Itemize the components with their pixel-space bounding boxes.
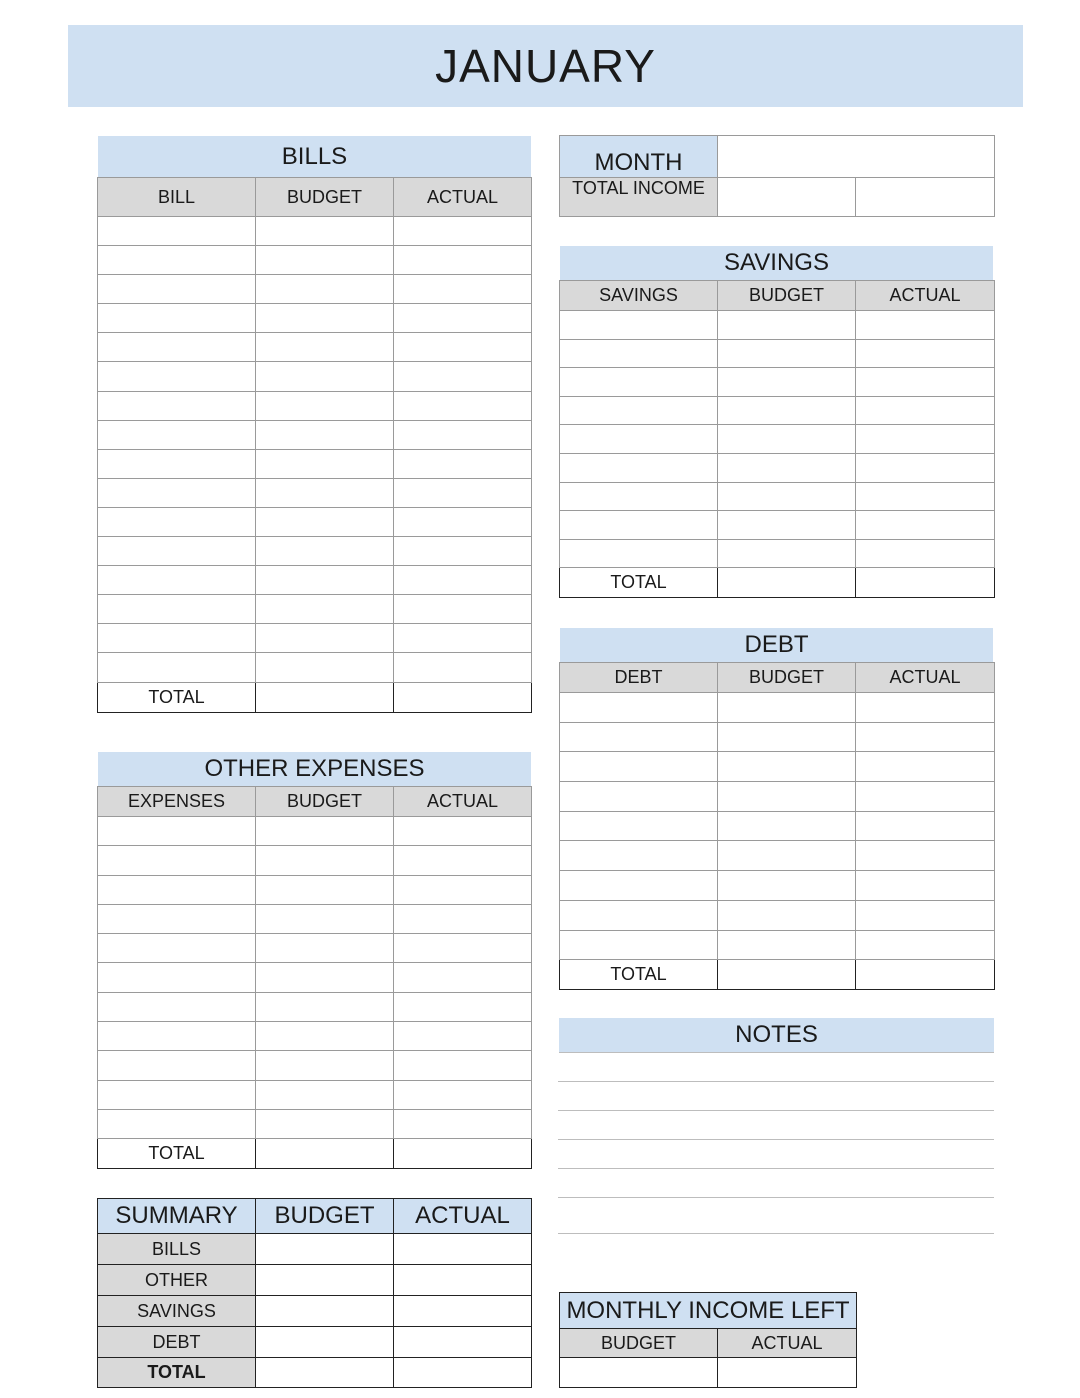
savings-row [560, 482, 995, 511]
summary-total-label: TOTAL [98, 1358, 256, 1388]
bills-budget-cell[interactable] [256, 246, 394, 275]
other-actual-cell[interactable] [394, 1051, 532, 1080]
summary-actual-field[interactable] [394, 1234, 532, 1265]
savings-budget-cell[interactable] [718, 339, 856, 368]
bills-row [98, 507, 532, 536]
bills-actual-cell[interactable] [394, 217, 532, 246]
debt-title: DEBT [560, 628, 993, 662]
income-left-title: MONTHLY INCOME LEFT [560, 1293, 857, 1329]
bills-item-cell[interactable] [98, 362, 256, 391]
debt-budget-cell[interactable] [718, 722, 856, 752]
other-actual-cell[interactable] [394, 1109, 532, 1138]
savings-row [560, 453, 995, 482]
other-row [98, 904, 532, 933]
total-income-budget-field[interactable] [718, 178, 856, 217]
other-item-cell[interactable] [98, 1022, 256, 1051]
savings-actual-cell[interactable] [856, 396, 995, 425]
income-left-col-actual: ACTUAL [718, 1329, 857, 1358]
bills-item-cell[interactable] [98, 246, 256, 275]
debt-actual-cell[interactable] [856, 930, 995, 960]
other-budget-cell[interactable] [256, 963, 394, 992]
bills-row [98, 217, 532, 246]
income-left-actual-field[interactable] [718, 1358, 857, 1388]
bills-actual-cell[interactable] [394, 653, 532, 682]
bills-item-cell[interactable] [98, 304, 256, 333]
debt-item-cell[interactable] [560, 871, 718, 901]
other-actual-cell[interactable] [394, 1022, 532, 1051]
savings-item-cell[interactable] [560, 453, 718, 482]
bills-actual-cell[interactable] [394, 420, 532, 449]
savings-col-budget: BUDGET [718, 281, 856, 311]
bills-item-cell[interactable] [98, 420, 256, 449]
bills-row [98, 304, 532, 333]
savings-budget-cell[interactable] [718, 539, 856, 568]
debt-actual-cell[interactable] [856, 871, 995, 901]
other-budget-cell[interactable] [256, 934, 394, 963]
savings-budget-cell[interactable] [718, 482, 856, 511]
debt-row [560, 752, 995, 782]
savings-actual-cell[interactable] [856, 311, 995, 340]
bills-table [97, 177, 532, 713]
debt-row [560, 871, 995, 901]
savings-item-cell[interactable] [560, 368, 718, 397]
savings-budget-cell[interactable] [718, 396, 856, 425]
other-budget-cell[interactable] [256, 1109, 394, 1138]
savings-actual-cell[interactable] [856, 539, 995, 568]
debt-row [560, 722, 995, 752]
savings-row [560, 511, 995, 540]
debt-total-actual-field[interactable] [856, 960, 995, 990]
savings-item-cell[interactable] [560, 339, 718, 368]
bills-row [98, 362, 532, 391]
bills-item-cell[interactable] [98, 478, 256, 507]
summary-row-label: SAVINGS [98, 1296, 256, 1327]
debt-budget-cell[interactable] [718, 693, 856, 723]
savings-actual-cell[interactable] [856, 511, 995, 540]
income-left-budget-field[interactable] [560, 1358, 718, 1388]
bills-actual-cell[interactable] [394, 304, 532, 333]
summary-actual-field[interactable] [394, 1296, 532, 1327]
other-row [98, 875, 532, 904]
debt-actual-cell[interactable] [856, 811, 995, 841]
bills-budget-cell[interactable] [256, 653, 394, 682]
bills-actual-cell[interactable] [394, 624, 532, 653]
notes-title: NOTES [559, 1018, 994, 1053]
bills-row [98, 624, 532, 653]
bills-item-cell[interactable] [98, 275, 256, 304]
savings-row [560, 339, 995, 368]
debt-row [560, 930, 995, 960]
debt-actual-cell[interactable] [856, 752, 995, 782]
bills-row [98, 566, 532, 595]
summary-row-label: OTHER [98, 1265, 256, 1296]
savings-actual-cell[interactable] [856, 368, 995, 397]
other-budget-cell[interactable] [256, 992, 394, 1021]
summary-budget-field[interactable] [256, 1234, 394, 1265]
savings-actual-cell[interactable] [856, 453, 995, 482]
savings-budget-cell[interactable] [718, 453, 856, 482]
bills-budget-cell[interactable] [256, 275, 394, 304]
other-item-cell[interactable] [98, 904, 256, 933]
debt-item-cell[interactable] [560, 811, 718, 841]
bills-item-cell[interactable] [98, 333, 256, 362]
debt-actual-cell[interactable] [856, 782, 995, 812]
other-budget-cell[interactable] [256, 846, 394, 875]
summary-actual-field[interactable] [394, 1265, 532, 1296]
savings-actual-cell[interactable] [856, 482, 995, 511]
other-actual-cell[interactable] [394, 817, 532, 846]
bills-col-bill: BILL [98, 178, 256, 217]
summary-col-actual: ACTUAL [394, 1199, 532, 1234]
bills-actual-cell[interactable] [394, 478, 532, 507]
bills-actual-cell[interactable] [394, 595, 532, 624]
summary-col-summary: SUMMARY [98, 1199, 256, 1234]
debt-item-cell[interactable] [560, 782, 718, 812]
summary-actual-field[interactable] [394, 1327, 532, 1358]
bills-budget-cell[interactable] [256, 362, 394, 391]
debt-budget-cell[interactable] [718, 811, 856, 841]
debt-col-debt: DEBT [560, 663, 718, 693]
debt-total-label: TOTAL [560, 960, 718, 990]
bills-budget-cell[interactable] [256, 420, 394, 449]
other-budget-cell[interactable] [256, 817, 394, 846]
bills-total-actual-field[interactable] [394, 682, 532, 712]
bills-item-cell[interactable] [98, 217, 256, 246]
summary-row [98, 1234, 532, 1265]
savings-total-actual-field[interactable] [856, 568, 995, 598]
other-budget-cell[interactable] [256, 875, 394, 904]
summary-total-row [98, 1358, 532, 1388]
other-item-cell[interactable] [98, 1051, 256, 1080]
bills-item-cell[interactable] [98, 653, 256, 682]
other-row [98, 846, 532, 875]
debt-budget-cell[interactable] [718, 752, 856, 782]
savings-actual-cell[interactable] [856, 339, 995, 368]
savings-item-cell[interactable] [560, 482, 718, 511]
summary-row [98, 1265, 532, 1296]
bills-actual-cell[interactable] [394, 362, 532, 391]
savings-row [560, 539, 995, 568]
month-value-field[interactable] [718, 136, 995, 178]
page-title: JANUARY [68, 25, 1023, 107]
other-budget-cell[interactable] [256, 1080, 394, 1109]
savings-budget-cell[interactable] [718, 425, 856, 454]
bills-row [98, 391, 532, 420]
debt-item-cell[interactable] [560, 900, 718, 930]
month-income-box [559, 135, 995, 217]
other-total-actual-field[interactable] [394, 1139, 532, 1169]
savings-item-cell[interactable] [560, 539, 718, 568]
other-item-cell[interactable] [98, 934, 256, 963]
summary-row-label: BILLS [98, 1234, 256, 1265]
debt-col-actual: ACTUAL [856, 663, 995, 693]
savings-col-actual: ACTUAL [856, 281, 995, 311]
other-budget-cell[interactable] [256, 1051, 394, 1080]
other-actual-cell[interactable] [394, 1080, 532, 1109]
notes-line[interactable] [558, 1110, 994, 1111]
bills-total-row [98, 682, 532, 712]
bills-actual-cell[interactable] [394, 507, 532, 536]
savings-budget-cell[interactable] [718, 311, 856, 340]
other-item-cell[interactable] [98, 1109, 256, 1138]
total-income-label: TOTAL INCOME [560, 178, 718, 217]
debt-row [560, 900, 995, 930]
other-col-expenses: EXPENSES [98, 787, 256, 817]
savings-item-cell[interactable] [560, 311, 718, 340]
debt-row [560, 841, 995, 871]
bills-budget-cell[interactable] [256, 537, 394, 566]
other-budget-cell[interactable] [256, 904, 394, 933]
debt-budget-cell[interactable] [718, 871, 856, 901]
summary-row [98, 1296, 532, 1327]
bills-item-cell[interactable] [98, 449, 256, 478]
savings-item-cell[interactable] [560, 396, 718, 425]
notes-line[interactable] [558, 1139, 994, 1140]
other-row [98, 992, 532, 1021]
savings-item-cell[interactable] [560, 425, 718, 454]
other-row [98, 934, 532, 963]
savings-table [559, 280, 995, 598]
debt-actual-cell[interactable] [856, 722, 995, 752]
bills-row [98, 537, 532, 566]
other-actual-cell[interactable] [394, 904, 532, 933]
debt-row [560, 782, 995, 812]
bills-budget-cell[interactable] [256, 624, 394, 653]
notes-line[interactable] [558, 1197, 994, 1198]
other-item-cell[interactable] [98, 846, 256, 875]
bills-budget-cell[interactable] [256, 595, 394, 624]
savings-row [560, 311, 995, 340]
debt-item-cell[interactable] [560, 752, 718, 782]
debt-budget-cell[interactable] [718, 930, 856, 960]
other-actual-cell[interactable] [394, 992, 532, 1021]
bills-total-budget-field[interactable] [256, 682, 394, 712]
bills-actual-cell[interactable] [394, 537, 532, 566]
bills-row [98, 275, 532, 304]
bills-budget-cell[interactable] [256, 478, 394, 507]
summary-budget-field[interactable] [256, 1265, 394, 1296]
other-row [98, 1109, 532, 1138]
bills-row [98, 420, 532, 449]
bills-actual-cell[interactable] [394, 566, 532, 595]
bills-actual-cell[interactable] [394, 449, 532, 478]
bills-col-actual: ACTUAL [394, 178, 532, 217]
bills-budget-cell[interactable] [256, 304, 394, 333]
bills-actual-cell[interactable] [394, 275, 532, 304]
debt-row [560, 811, 995, 841]
debt-col-budget: BUDGET [718, 663, 856, 693]
other-actual-cell[interactable] [394, 934, 532, 963]
bills-title: BILLS [98, 136, 531, 177]
bills-item-cell[interactable] [98, 624, 256, 653]
savings-total-budget-field[interactable] [718, 568, 856, 598]
summary-row [98, 1327, 532, 1358]
other-item-cell[interactable] [98, 875, 256, 904]
savings-total-label: TOTAL [560, 568, 718, 598]
bills-row [98, 595, 532, 624]
bills-item-cell[interactable] [98, 507, 256, 536]
bills-budget-cell[interactable] [256, 449, 394, 478]
bills-budget-cell[interactable] [256, 217, 394, 246]
debt-row [560, 693, 995, 723]
bills-item-cell[interactable] [98, 595, 256, 624]
bills-row [98, 333, 532, 362]
other-row [98, 1022, 532, 1051]
other-item-cell[interactable] [98, 963, 256, 992]
bills-row [98, 653, 532, 682]
savings-budget-cell[interactable] [718, 368, 856, 397]
bills-item-cell[interactable] [98, 537, 256, 566]
bills-budget-cell[interactable] [256, 391, 394, 420]
notes-line[interactable] [558, 1233, 994, 1234]
bills-item-cell[interactable] [98, 391, 256, 420]
bills-col-budget: BUDGET [256, 178, 394, 217]
debt-item-cell[interactable] [560, 722, 718, 752]
other-col-budget: BUDGET [256, 787, 394, 817]
income-left-table [559, 1292, 857, 1388]
savings-title: SAVINGS [560, 246, 993, 280]
bills-actual-cell[interactable] [394, 333, 532, 362]
savings-row [560, 425, 995, 454]
debt-actual-cell[interactable] [856, 900, 995, 930]
notes-line[interactable] [558, 1168, 994, 1169]
savings-budget-cell[interactable] [718, 511, 856, 540]
bills-budget-cell[interactable] [256, 507, 394, 536]
bills-budget-cell[interactable] [256, 566, 394, 595]
other-actual-cell[interactable] [394, 875, 532, 904]
savings-item-cell[interactable] [560, 511, 718, 540]
debt-total-budget-field[interactable] [718, 960, 856, 990]
debt-budget-cell[interactable] [718, 782, 856, 812]
debt-total-row [560, 960, 995, 990]
summary-total-budget-field[interactable] [256, 1358, 394, 1388]
debt-item-cell[interactable] [560, 841, 718, 871]
bills-actual-cell[interactable] [394, 246, 532, 275]
other-row [98, 1051, 532, 1080]
summary-budget-field[interactable] [256, 1296, 394, 1327]
savings-actual-cell[interactable] [856, 425, 995, 454]
bills-total-label: TOTAL [98, 682, 256, 712]
other-actual-cell[interactable] [394, 963, 532, 992]
debt-actual-cell[interactable] [856, 693, 995, 723]
debt-budget-cell[interactable] [718, 841, 856, 871]
debt-actual-cell[interactable] [856, 841, 995, 871]
summary-col-budget: BUDGET [256, 1199, 394, 1234]
debt-item-cell[interactable] [560, 693, 718, 723]
debt-budget-cell[interactable] [718, 900, 856, 930]
debt-item-cell[interactable] [560, 930, 718, 960]
debt-table [559, 662, 995, 990]
other-item-cell[interactable] [98, 1080, 256, 1109]
notes-line[interactable] [558, 1081, 994, 1082]
bills-actual-cell[interactable] [394, 391, 532, 420]
savings-total-row [560, 568, 995, 598]
total-income-actual-field[interactable] [856, 178, 995, 217]
bills-row [98, 246, 532, 275]
savings-col-savings: SAVINGS [560, 281, 718, 311]
bills-budget-cell[interactable] [256, 333, 394, 362]
summary-table [97, 1198, 532, 1388]
savings-row [560, 368, 995, 397]
savings-row [560, 396, 995, 425]
other-total-budget-field[interactable] [256, 1139, 394, 1169]
summary-total-actual-field[interactable] [394, 1358, 532, 1388]
other-total-row [98, 1139, 532, 1169]
other-total-label: TOTAL [98, 1139, 256, 1169]
other-row [98, 963, 532, 992]
summary-row-label: DEBT [98, 1327, 256, 1358]
other-item-cell[interactable] [98, 992, 256, 1021]
bills-row [98, 478, 532, 507]
other-expenses-title: OTHER EXPENSES [98, 752, 531, 786]
month-label: MONTH [560, 136, 718, 178]
bills-item-cell[interactable] [98, 566, 256, 595]
bills-row [98, 449, 532, 478]
other-col-actual: ACTUAL [394, 787, 532, 817]
other-budget-cell[interactable] [256, 1022, 394, 1051]
other-expenses-table [97, 786, 532, 1169]
other-item-cell[interactable] [98, 817, 256, 846]
other-actual-cell[interactable] [394, 846, 532, 875]
income-left-col-budget: BUDGET [560, 1329, 718, 1358]
summary-budget-field[interactable] [256, 1327, 394, 1358]
other-row [98, 817, 532, 846]
other-row [98, 1080, 532, 1109]
